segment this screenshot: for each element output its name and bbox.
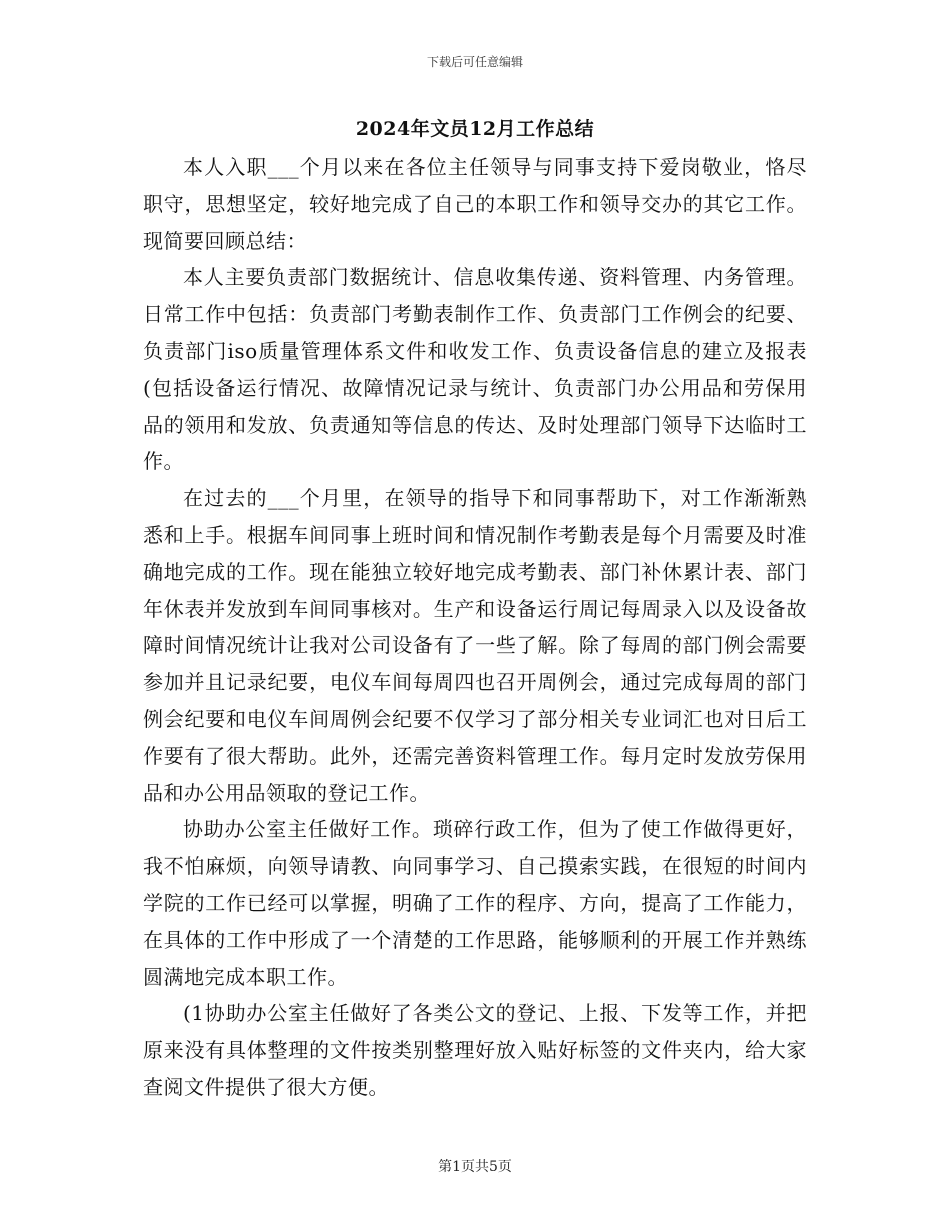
paragraph-item-1: (1协助办公室主任做好了各类公文的登记、上报、下发等工作，并把原来没有具体整理的文件按类别整理好放入贴好标签的文件夹内，给大家查阅文件提供了很大方便。 — [143, 1001, 807, 1099]
document-body — [143, 149, 807, 1106]
header-note: 下载后可任意编辑 — [426, 55, 523, 69]
page-number: 第1页共5页 — [438, 1159, 512, 1175]
paragraph-responsibilities: 本人主要负责部门数据统计、信息收集传递、资料管理、内务管理。日常工作中包括：负责部门考勤表制作工作、负责部门工作例会的纪要、负责部门iso质量管理体系文件和收发工作、负责设备信息的建立及报表(包括设备运行情况、故障情况记录与统计、负责部门办公用品和劳保用品的领用和发放、负责通知等信息的传达、及时处理部门领导下达临时工作。 — [143, 265, 807, 474]
document-title: 2024年文员12月工作总结 — [355, 118, 595, 140]
paragraph-intro: 本人入职___个月以来在各位主任领导与同事支持下爱岗敬业，恪尽职守，思想坚定，较好地完成了自己的本职工作和领导交办的其它工作。现简要回顾总结： — [143, 155, 807, 253]
paragraph-past-months: 在过去的___个月里，在领导的指导下和同事帮助下，对工作渐渐熟悉和上手。根据车间同事上班时间和情况制作考勤表是每个月需要及时准确地完成的工作。现在能独立较好地完成考勤表、部门补休累计表、部门年休表并发放到车间同事核对。生产和设备运行周记每周录入以及设备故障时间情况统计让我对公司设备有了一些了解。除了每周的部门例会需要参加并且记录纪要，电仪车间每周四也召开周例会，通过完成每周的部门例会纪要和电仪车间周例会纪要不仅学习了部分相关专业词汇也对日后工作要有了很大帮助。此外，还需完善资料管理工作。每月定时发放劳保用品和办公用品领取的登记工作。 — [143, 486, 807, 805]
paragraph-assist-office: 协助办公室主任做好工作。琐碎行政工作，但为了使工作做得更好，我不怕麻烦，向领导请教、向同事学习、自己摸索实践，在很短的时间内学院的工作已经可以掌握，明确了工作的程序、方向，提高了工作能力，在具体的工作中形成了一个清楚的工作思路，能够顺利的开展工作并熟练圆满地完成本职工作。 — [143, 817, 807, 989]
